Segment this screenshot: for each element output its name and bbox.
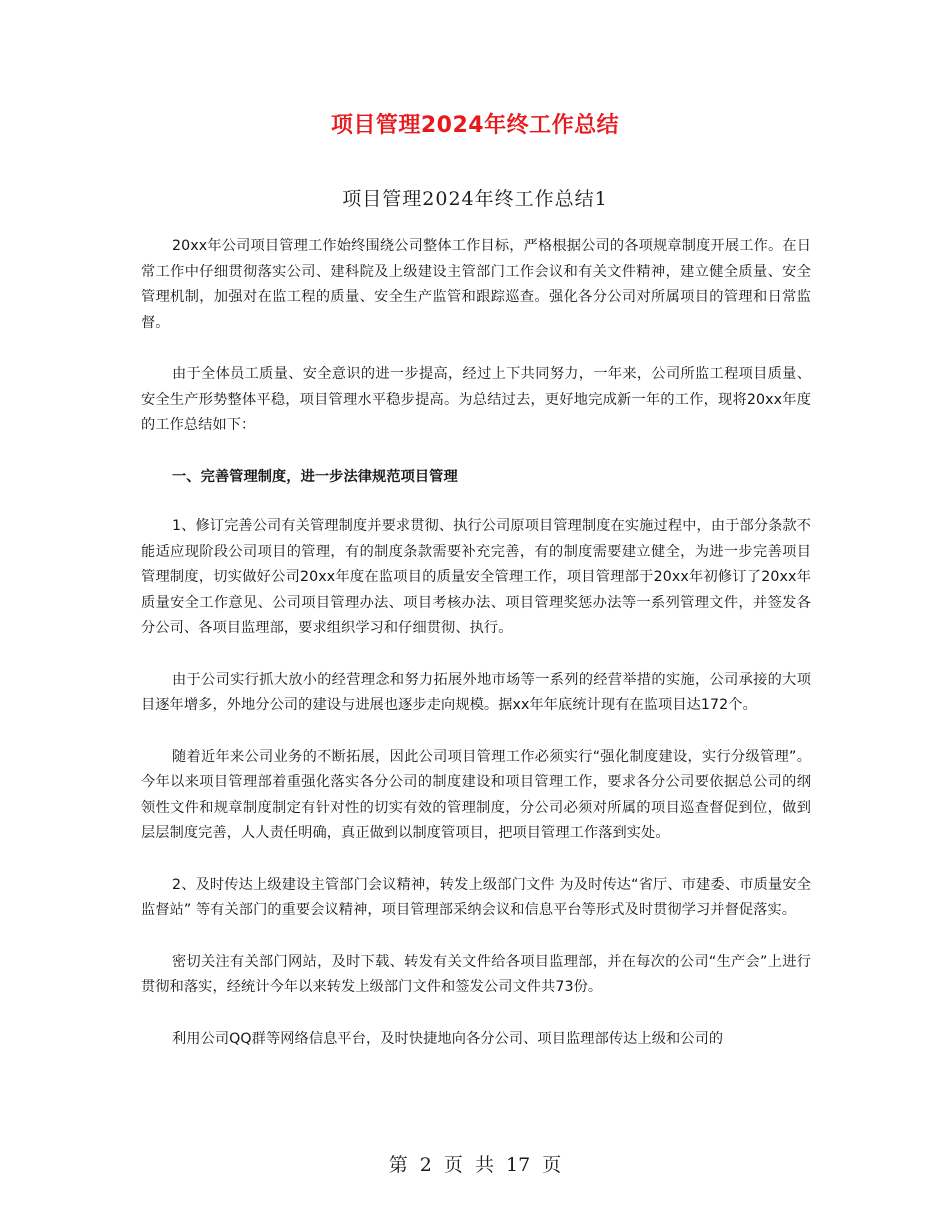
paragraph: 20xx年公司项目管理工作始终围绕公司整体工作目标，严格根据公司的各项规章制度开展工作。在日常工作中仔细贯彻落实公司、建科院及上级建设主管部门工作会议和有关文件精神，建立健全质量、安全管理机制，加强对在监工程的质量、安全生产监管和跟踪巡查。强化各分公司对所属项目的管理和日常监督。 xyxy=(141,238,811,331)
page-number-footer: 第 2 页 共 17 页 xyxy=(388,1154,562,1176)
paragraph: 由于全体员工质量、安全意识的进一步提高，经过上下共同努力，一年来，公司所监工程项目质量、安全生产形势整体平稳，项目管理水平稳步提高。为总结过去，更好地完成新一年的工作，现将20xx年度的工作总结如下： xyxy=(141,366,811,433)
paragraph: 2、及时传达上级建设主管部门会议精神，转发上级部门文件 为及时传达“省厅、市建委、市质量安全监督站” 等有关部门的重要会议精神，项目管理部采纳会议和信息平台等形式及时贯彻学习并督促落实。 xyxy=(141,876,811,918)
document-body xyxy=(141,234,811,1078)
paragraph: 1、修订完善公司有关管理制度并要求贯彻、执行公司原项目管理制度在实施过程中，由于部分条款不能适应现阶段公司项目的管理，有的制度条款需要补充完善，有的制度需要建立健全，为进一步完善项目管理制度，切实做好公司20xx年度在监项目的质量安全管理工作，项目管理部于20xx年初修订了20xx年质量安全工作意见、公司项目管理办法、项目考核办法、项目管理奖惩办法等一系列管理文件，并签发各分公司、各项目监理部，要求组织学习和仔细贯彻、执行。 xyxy=(141,518,811,636)
document-title: 项目管理2024年终工作总结 xyxy=(330,113,620,138)
paragraph: 密切关注有关部门网站，及时下载、转发有关文件给各项目监理部，并在每次的公司“生产会”上进行贯彻和落实，经统计今年以来转发上级部门文件和签发公司文件共73份。 xyxy=(141,953,811,995)
paragraph: 由于公司实行抓大放小的经营理念和努力拓展外地市场等一系列的经营举措的实施，公司承接的大项目逐年增多，外地分公司的建设与进展也逐步走向规模。据xx年年底统计现有在监项目达172个。 xyxy=(141,671,811,713)
paragraph: 利用公司QQ群等网络信息平台，及时快捷地向各分公司、项目监理部传达上级和公司的 xyxy=(172,1030,724,1047)
paragraph: 随着近年来公司业务的不断拓展，因此公司项目管理工作必须实行“强化制度建设，实行分级管理”。今年以来项目管理部着重强化落实各分公司的制度建设和项目管理工作，要求各分公司要依据总公司的纲领性文件和规章制度制定有针对性的切实有效的管理制度，分公司必须对所属的项目巡查督促到位，做到层层制度完善，人人责任明确，真正做到以制度管项目，把项目管理工作落到实处。 xyxy=(141,748,811,841)
section-title: 项目管理2024年终工作总结1 xyxy=(342,188,608,210)
section-heading: 一、完善管理制度，进一步法律规范项目管理 xyxy=(172,468,458,485)
